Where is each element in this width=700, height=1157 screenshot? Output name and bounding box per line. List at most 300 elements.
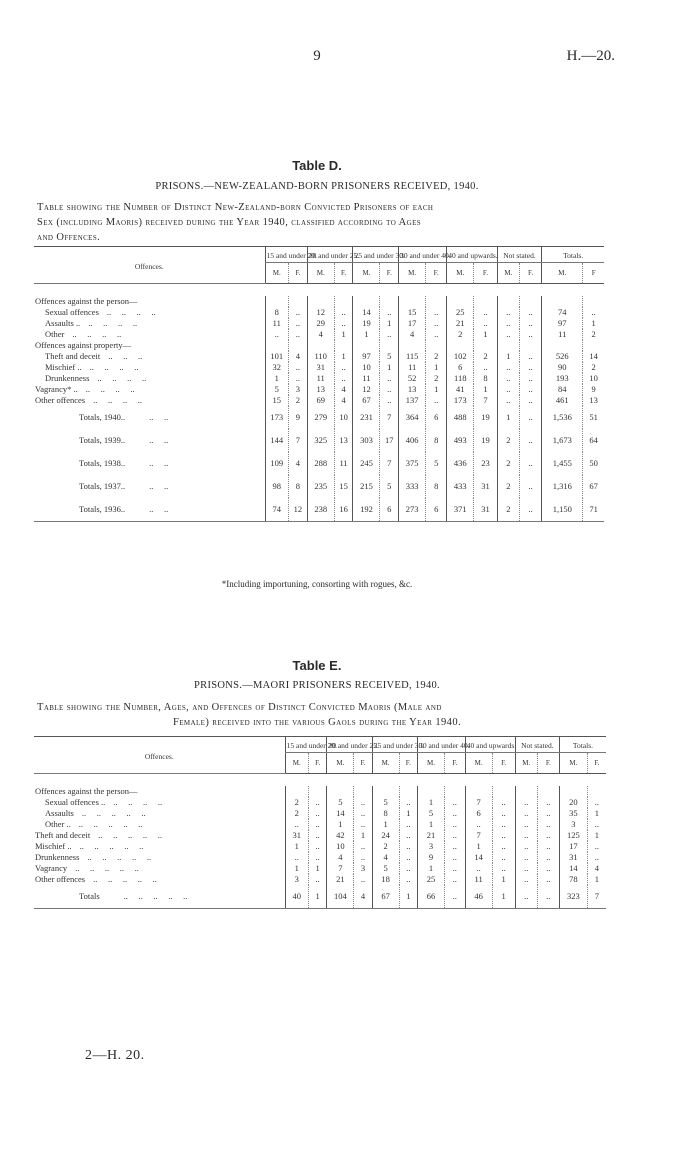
value-cell: 11 [399,362,426,373]
value-cell: 7 [465,797,492,808]
value-cell: .. [444,819,465,830]
sex-m-header: M. [465,753,492,774]
total-value-cell: 67 [583,475,604,498]
value-cell [542,296,583,307]
value-cell: .. [515,819,537,830]
leader-dots: .. .. .. [108,350,143,361]
value-cell: .. [515,808,537,819]
value-cell: 1 [353,329,380,340]
total-value-cell: 8 [426,475,447,498]
sex-m-header: M. [542,263,583,284]
value-cell: 1 [587,808,606,819]
value-cell: 137 [399,395,426,406]
total-value-cell: .. [519,498,541,522]
totals-label: Totals, 1940.. [79,411,126,422]
value-cell: .. [354,841,373,852]
row-label-cell [34,819,285,830]
total-value-cell: 371 [447,498,474,522]
value-cell: .. [519,373,541,384]
value-cell: 3 [354,863,373,874]
value-cell: .. [426,329,447,340]
value-cell: .. [492,797,515,808]
value-cell: 7 [474,395,497,406]
row-label: Theft and deceit [35,829,91,840]
table-row [34,819,606,830]
sex-m-header: M. [265,263,288,284]
table-row [34,808,606,819]
value-cell: 5 [418,808,445,819]
value-cell: .. [354,852,373,863]
value-cell: .. [492,841,515,852]
value-cell: .. [354,874,373,885]
table-e-description [37,700,637,730]
value-cell: 1 [265,373,288,384]
value-cell [353,340,380,351]
value-cell [426,296,447,307]
total-value-cell: 144 [265,429,288,452]
page-number: 9 [313,48,321,64]
total-value-cell: 2 [497,429,519,452]
value-cell: .. [399,819,418,830]
total-value-cell: .. [444,885,465,909]
age-group-header: Not stated. [497,247,542,263]
total-value-cell: 67 [372,885,399,909]
row-label: Vagrancy [35,862,68,873]
value-cell: 17 [559,841,587,852]
total-value-cell: 15 [334,475,353,498]
total-value-cell: 46 [465,885,492,909]
value-cell: 17 [399,318,426,329]
value-cell: .. [492,863,515,874]
row-label-cell [34,874,285,885]
value-cell: .. [308,797,327,808]
value-cell: 84 [542,384,583,395]
leader-dots: .. .. .. .. .. [123,890,188,901]
value-cell: 526 [542,351,583,362]
total-value-cell: 1 [492,885,515,909]
total-value-cell: .. [519,475,541,498]
value-cell: 6 [447,362,474,373]
value-cell: .. [515,863,537,874]
row-label-cell [34,340,265,351]
row-label: Other [45,328,65,339]
value-cell: 8 [372,808,399,819]
table-e [34,736,606,909]
value-cell: 2 [285,808,308,819]
table-e-description-line: Female) received into the various Gaols during the Year 1940. [173,717,461,728]
totals-label-cell [34,406,265,429]
value-cell: .. [519,384,541,395]
value-cell [399,296,426,307]
leader-dots: .. .. .. .. .. [75,862,139,873]
value-cell: 4 [307,329,334,340]
value-cell: 14 [353,307,380,318]
value-cell [474,340,497,351]
offences-header: Offences. [34,737,285,774]
value-cell: .. [519,318,541,329]
value-cell: 9 [583,384,604,395]
total-value-cell: 364 [399,406,426,429]
leader-dots: .. .. .. .. [97,372,147,383]
value-cell: .. [537,863,559,874]
row-label: Drunkenness [45,372,90,383]
table-row [34,830,606,841]
value-cell: 2 [447,329,474,340]
value-cell: 1 [334,329,353,340]
value-cell: 193 [542,373,583,384]
total-value-cell: 231 [353,406,380,429]
total-value-cell: 7 [587,885,606,909]
total-value-cell: 279 [307,406,334,429]
value-cell: 97 [353,351,380,362]
total-value-cell: .. [519,429,541,452]
sex-f-header: F. [399,753,418,774]
value-cell: .. [537,841,559,852]
value-cell [334,340,353,351]
row-label: Other offences [35,394,86,405]
age-group-header: 15 and under 20. [285,737,327,753]
total-value-cell: 31 [474,475,497,498]
value-cell [265,340,288,351]
spacer-row [34,284,604,296]
sex-m-header: M. [372,753,399,774]
value-cell [474,296,497,307]
page-code: 2—H. 20. [85,1048,145,1063]
total-value-cell: 245 [353,452,380,475]
value-cell: .. [288,307,307,318]
value-cell: .. [308,808,327,819]
value-cell [418,786,445,797]
total-value-cell: 325 [307,429,334,452]
total-value-cell: 7 [380,452,399,475]
table-row [34,351,604,362]
offences-header: Offences. [34,247,265,284]
value-cell: 1 [327,819,354,830]
row-label-cell [34,395,265,406]
value-cell: .. [497,329,519,340]
value-cell: .. [380,329,399,340]
row-label: Other .. [45,818,71,829]
total-value-cell: 4 [288,452,307,475]
total-value-cell: 11 [334,452,353,475]
value-cell [288,296,307,307]
row-label-cell [34,307,265,318]
value-cell: .. [308,852,327,863]
value-cell: 3 [559,819,587,830]
row-label-cell [34,373,265,384]
total-value-cell: 10 [334,406,353,429]
spacer-row [34,774,606,786]
value-cell: 90 [542,362,583,373]
value-cell: .. [537,808,559,819]
value-cell [447,340,474,351]
leader-dots: .. .. .. .. [88,317,138,328]
value-cell: 31 [285,830,308,841]
sex-f-header: F. [334,263,353,284]
value-cell: .. [474,307,497,318]
value-cell [537,786,559,797]
value-cell: .. [497,395,519,406]
value-cell: 1 [399,808,418,819]
value-cell: 461 [542,395,583,406]
value-cell: .. [380,373,399,384]
sex-m-header: M. [327,753,354,774]
value-cell: .. [399,863,418,874]
totals-label-cell [34,429,265,452]
value-cell: .. [519,307,541,318]
leader-dots: .. .. .. .. [93,394,142,405]
sex-m-header: M. [418,753,445,774]
value-cell: 6 [465,808,492,819]
sex-m-header: M. [353,263,380,284]
value-cell: 10 [583,373,604,384]
table-row [34,786,606,797]
value-cell: .. [354,797,373,808]
value-cell: 7 [465,830,492,841]
value-cell: .. [444,797,465,808]
value-cell: 5 [380,351,399,362]
value-cell [380,340,399,351]
value-cell: 10 [353,362,380,373]
total-value-cell: 5 [380,475,399,498]
leader-dots: .. .. .. .. [89,361,139,372]
value-cell: .. [587,819,606,830]
value-cell: .. [515,852,537,863]
leader-dots: .. .. [149,480,169,491]
value-cell: .. [308,841,327,852]
value-cell [399,340,426,351]
table-row [34,340,604,351]
value-cell: 1 [426,384,447,395]
leader-dots: .. .. .. .. [72,328,122,339]
total-value-cell: 23 [474,452,497,475]
total-value-cell: 8 [288,475,307,498]
total-value-cell: 98 [265,475,288,498]
totals-row [34,406,604,429]
value-cell: 1 [497,351,519,362]
value-cell: .. [492,830,515,841]
total-value-cell: 64 [583,429,604,452]
table-row [34,395,604,406]
row-label: Other offences [35,873,86,884]
total-value-cell: 2 [497,475,519,498]
totals-label-cell [34,475,265,498]
value-cell: 4 [399,329,426,340]
value-cell: 12 [307,307,334,318]
value-cell: 14 [583,351,604,362]
value-cell: 8 [265,307,288,318]
value-cell: 2 [583,329,604,340]
value-cell: .. [285,852,308,863]
value-cell: 29 [307,318,334,329]
row-label-cell [34,296,265,307]
total-value-cell: 215 [353,475,380,498]
value-cell: 52 [399,373,426,384]
value-cell: 13 [583,395,604,406]
value-cell [327,786,354,797]
value-cell: 42 [327,830,354,841]
value-cell: .. [515,841,537,852]
value-cell: 110 [307,351,334,362]
table-d [34,246,604,522]
value-cell: 25 [447,307,474,318]
value-cell [492,786,515,797]
total-value-cell: 192 [353,498,380,522]
value-cell: 1 [418,797,445,808]
sex-f-header: F. [288,263,307,284]
total-value-cell: 433 [447,475,474,498]
sex-f-header: F. [537,753,559,774]
table-row [34,852,606,863]
total-value-cell: .. [515,885,537,909]
total-value-cell: 323 [559,885,587,909]
sex-f-header: F. [519,263,541,284]
total-value-cell: 6 [426,406,447,429]
value-cell [583,296,604,307]
table-d-description-line: Table showing the Number of Distinct New-Zealand-born Convicted Prisoners of each [37,202,434,213]
value-cell: .. [587,841,606,852]
total-value-cell: 288 [307,452,334,475]
table-e-subtitle: PRISONS.—MAORI PRISONERS RECEIVED, 1940. [194,680,440,691]
value-cell: .. [492,808,515,819]
value-cell: .. [444,808,465,819]
value-cell: .. [354,808,373,819]
totals-row [34,885,606,909]
value-cell: 102 [447,351,474,362]
sex-f-header: F. [492,753,515,774]
row-label: Sexual offences [45,306,99,317]
total-value-cell: 9 [288,406,307,429]
value-cell: .. [497,373,519,384]
total-value-cell: 5 [426,452,447,475]
value-cell: .. [492,819,515,830]
row-label: Offences against the person— [35,785,138,796]
row-label-cell [34,351,265,362]
table-row [34,797,606,808]
row-label-cell [34,797,285,808]
total-value-cell: 273 [399,498,426,522]
row-label-cell [34,830,285,841]
value-cell: .. [399,841,418,852]
row-label-cell [34,852,285,863]
total-value-cell: 1 [497,406,519,429]
leader-dots: .. .. .. .. .. [78,818,143,829]
value-cell: 4 [334,395,353,406]
value-cell: .. [308,874,327,885]
table-row [34,863,606,874]
value-cell: 3 [285,874,308,885]
leader-dots: .. .. [149,411,169,422]
value-cell: 2 [288,395,307,406]
leader-dots: .. .. .. .. [113,796,163,807]
value-cell: 13 [307,384,334,395]
value-cell: 4 [288,351,307,362]
value-cell: 14 [559,863,587,874]
value-cell: 32 [265,362,288,373]
value-cell: .. [537,830,559,841]
table-row [34,307,604,318]
value-cell [426,340,447,351]
total-value-cell: 104 [327,885,354,909]
value-cell: .. [380,307,399,318]
leader-dots: .. .. .. .. .. [98,829,162,840]
table-row [34,362,604,373]
totals-row [34,429,604,452]
value-cell: .. [444,863,465,874]
value-cell: 11 [542,329,583,340]
leader-dots: .. .. [149,457,169,468]
value-cell: 115 [399,351,426,362]
table-d-footnote: *Including importuning, consorting with rogues, &c. [221,579,413,589]
value-cell: 3 [418,841,445,852]
sex-m-header: M. [447,263,474,284]
value-cell [515,786,537,797]
table-d-subtitle: PRISONS.—NEW-ZEALAND-BORN PRISONERS RECEIVED, 1940. [155,181,479,192]
value-cell: 2 [583,362,604,373]
value-cell: 25 [418,874,445,885]
sex-m-header: M. [497,263,519,284]
sex-f-header: F. [474,263,497,284]
value-cell: .. [537,797,559,808]
totals-label-cell [34,452,265,475]
value-cell: 5 [372,797,399,808]
value-cell: .. [519,395,541,406]
value-cell: 78 [559,874,587,885]
value-cell: 8 [474,373,497,384]
value-cell: .. [537,819,559,830]
value-cell: .. [515,874,537,885]
value-cell: 1 [465,841,492,852]
table-e-title: Table E. [292,658,342,673]
value-cell: .. [444,874,465,885]
value-cell: .. [399,830,418,841]
row-label-cell [34,384,265,395]
sex-m-header: M. [515,753,537,774]
value-cell: 1 [285,841,308,852]
value-cell: 2 [372,841,399,852]
value-cell: 5 [265,384,288,395]
row-label-cell [34,786,285,797]
value-cell: 35 [559,808,587,819]
totals-row [34,475,604,498]
value-cell: .. [288,362,307,373]
value-cell: 1 [334,351,353,362]
value-cell: 1 [474,384,497,395]
value-cell: 4 [372,852,399,863]
sex-f-header: F. [587,753,606,774]
age-group-header: 15 and under 20. [265,247,307,263]
row-label: Mischief .. [45,361,82,372]
table-e-description-line: Table showing the Number, Ages, and Offences of Distinct Convicted Maoris (Male and [37,702,442,713]
row-label: Drunkenness [35,851,80,862]
totals-label: Totals, 1939.. [79,434,126,445]
value-cell [285,786,308,797]
value-cell: 1 [587,830,606,841]
value-cell: .. [515,830,537,841]
age-group-header: 40 and upwards. [447,247,497,263]
value-cell: 1 [418,819,445,830]
leader-dots: .. .. .. .. .. [79,840,144,851]
value-cell: 1 [354,830,373,841]
value-cell: .. [465,819,492,830]
leader-dots: .. .. .. .. .. [93,873,157,884]
value-cell [307,296,334,307]
total-value-cell: 493 [447,429,474,452]
value-cell: .. [426,318,447,329]
value-cell: .. [497,318,519,329]
value-cell: 12 [353,384,380,395]
leader-dots: .. .. .. .. [106,306,156,317]
